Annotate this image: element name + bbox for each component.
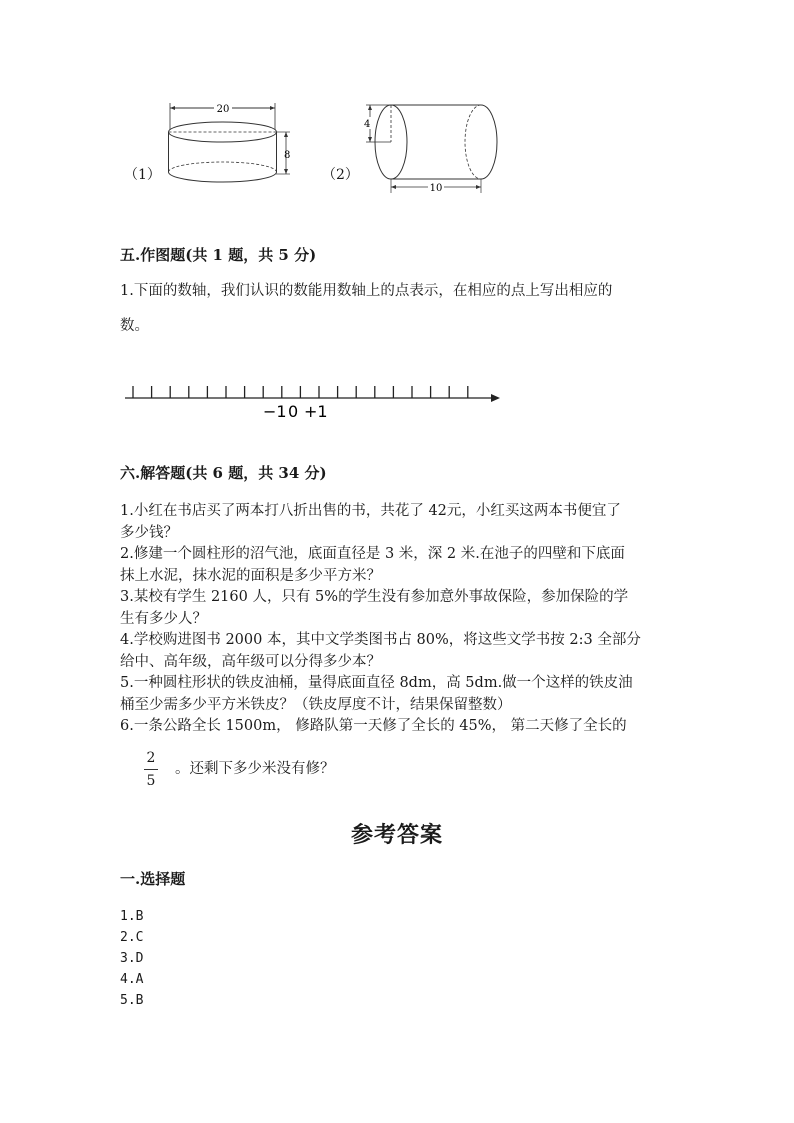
question-line: 4.学校购进图书 2000 本，其中文学类图书占 80%，将这些文学书按 2:3 全部分 — [120, 632, 641, 648]
fraction-bar — [144, 769, 158, 770]
number-line — [118, 382, 508, 422]
question-line: 6.一条公路全长 1500m， 修路队第一天修了全长的 45%， 第二天修了全长的 — [120, 718, 627, 734]
number-line-minus-one-label: −1 — [263, 402, 287, 421]
answer-item: 2.C — [120, 930, 144, 945]
question-line: 桶至少需多少平方米铁皮？（铁皮厚度不计，结果保留整数） — [120, 696, 512, 713]
number-line-zero-label: 0 — [288, 402, 299, 421]
cylinder-figure-1 — [160, 98, 300, 190]
section-6-questions — [120, 501, 680, 738]
figure-2-bottom-dimension: 10 — [429, 183, 443, 194]
figure-1-side-dimension: 8 — [284, 150, 291, 161]
question-line: 1.小红在书店买了两本打八折出售的书，共花了 42元，小红买这两本书便宜了 — [120, 503, 621, 519]
question-line: 给中、高年级，高年级可以分得多少本？ — [120, 653, 381, 670]
answer-list — [120, 906, 143, 1011]
question-line: 抹上水泥，抹水泥的面积是多少平方米？ — [120, 567, 381, 584]
figure-1-top-dimension: 20 — [216, 104, 230, 115]
question-line: 生有多少人？ — [120, 610, 207, 627]
section-5-question-1-line-1: 1.下面的数轴，我们认识的数能用数轴上的点表示，在相应的点上写出相应的 — [120, 283, 613, 299]
answer-item: 5.B — [120, 993, 144, 1008]
answer-section-1-title: 一.选择题 — [120, 870, 186, 888]
figure-2-label: （2） — [322, 167, 359, 183]
figure-2-left-dimension: 4 — [364, 119, 371, 130]
section-6-title: 六.解答题(共 6 题，共 34 分) — [120, 464, 327, 482]
question-line: 多少钱？ — [120, 524, 178, 541]
number-line-plus-one-label: +1 — [304, 402, 328, 421]
answer-key-title: 参考答案 — [350, 822, 443, 848]
question-line: 5.一种圆柱形状的铁皮油桶，量得底面直径 8dm，高 5dm.做一个这样的铁皮油 — [120, 675, 633, 691]
answer-item: 4.A — [120, 972, 144, 987]
answer-item: 3.D — [120, 951, 144, 966]
fraction-two-fifths — [144, 750, 158, 789]
section-5-title: 五.作图题(共 1 题，共 5 分) — [120, 246, 317, 264]
fraction-numerator: 2 — [146, 750, 156, 766]
section-5-question-1-line-2: 数。 — [120, 318, 149, 334]
question-line: 3.某校有学生 2160 人，只有 5%的学生没有参加意外事故保险，参加保险的学 — [120, 589, 629, 605]
fraction-denominator: 5 — [146, 773, 156, 789]
figure-1-label: （1） — [124, 167, 161, 183]
question-6-tail: 。还剩下多少米没有修？ — [175, 761, 335, 777]
cylinder-figure-2 — [360, 98, 510, 198]
answer-item: 1.B — [120, 909, 144, 924]
question-line: 2.修建一个圆柱形的沼气池，底面直径是 3 米，深 2 米.在池子的四壁和下底面 — [120, 546, 625, 562]
